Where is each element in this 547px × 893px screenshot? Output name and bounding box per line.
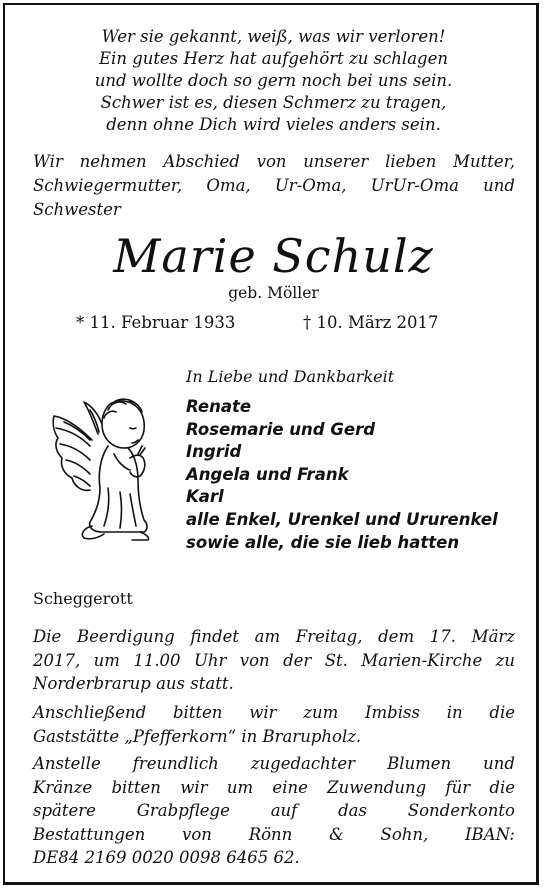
deceased-name: Marie Schulz: [113, 229, 434, 283]
donation-line: Anstelle freundlich zugedachter Blumen und: [33, 754, 515, 773]
funeral-line: Die Beerdigung findet am Freitag, dem 17. März: [33, 627, 515, 646]
reception-info: [33, 701, 515, 748]
donation-line: Bestattungen von Rönn & Sohn, IBAN:: [33, 824, 515, 844]
verse-line: Ein gutes Herz hat aufgehört zu schlagen: [99, 49, 448, 68]
mourners-list: [186, 396, 498, 554]
donation-info: [33, 752, 515, 870]
intro-line: Schwester: [33, 200, 121, 219]
mourners-heading: In Liebe und Dankbarkeit: [186, 367, 395, 386]
birth-date: * 11. Februar 1933: [76, 313, 236, 332]
farewell-intro: [33, 150, 515, 222]
funeral-line: 2017, um 11.00 Uhr von der St. Marien-Kirche zu: [33, 650, 515, 670]
death-date: † 10. März 2017: [303, 313, 439, 332]
mourner-name: sowie alle, die sie lieb hatten: [186, 532, 460, 552]
intro-line: Wir nehmen Abschied von unserer lieben Mutter,: [33, 152, 515, 171]
intro-line: Schwiegermutter, Oma, Ur-Oma, UrUr-Oma und: [33, 176, 515, 195]
praying-angel-icon: [44, 388, 154, 544]
funeral-line: Norderbrarup aus statt.: [33, 674, 234, 693]
mourner-name: Renate: [186, 397, 252, 416]
verse-line: und wollte doch so gern noch bei uns sein.: [94, 71, 453, 90]
donation-line: spätere Grabpflege auf das Sonderkonto: [33, 801, 515, 820]
verse-line: Wer sie gekannt, weiß, was wir verloren!: [101, 27, 446, 46]
mourner-name: alle Enkel, Urenkel und Ururenkel: [186, 509, 498, 529]
verse-line: Schwer ist es, diesen Schmerz zu tragen,: [100, 93, 447, 112]
mourner-name: Ingrid: [186, 442, 242, 462]
memorial-verse: [0, 26, 547, 136]
mourner-name: Rosemarie und Gerd: [186, 419, 376, 439]
reception-line: Gaststätte „Pfefferkorn“ in Brarupholz.: [33, 726, 362, 746]
place-name: Scheggerott: [33, 589, 133, 608]
funeral-info: [33, 625, 515, 696]
donation-line: Kränze bitten wir um eine Zuwendung für die: [33, 777, 515, 797]
verse-line: denn ohne Dich wird vieles anders sein.: [106, 115, 441, 134]
mourner-name: Angela und Frank: [186, 464, 349, 484]
maiden-name: geb. Möller: [228, 284, 319, 302]
reception-line: Anschließend bitten wir zum Imbiss in die: [33, 703, 515, 722]
donation-line: DE84 2169 0020 0098 6465 62.: [33, 848, 300, 867]
mourner-name: Karl: [186, 487, 224, 507]
